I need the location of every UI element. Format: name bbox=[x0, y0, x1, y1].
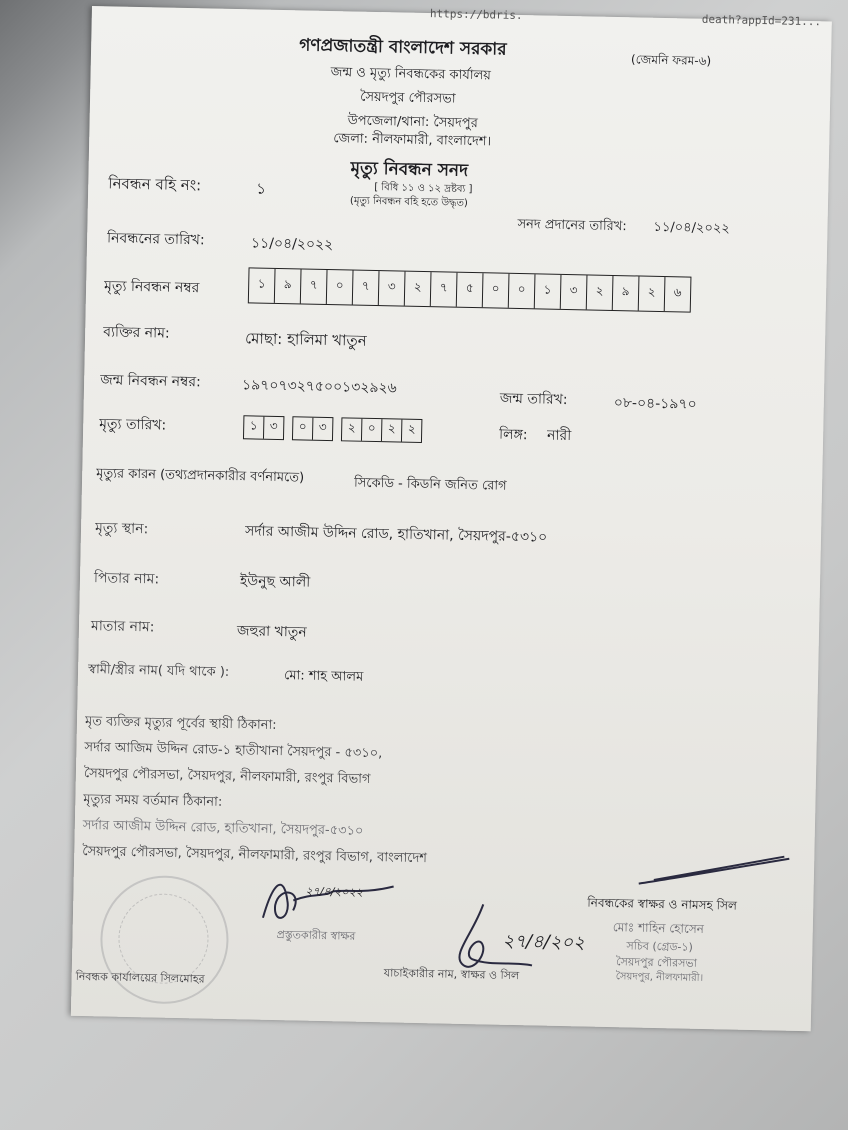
person-name-label: ব্যক্তির নাম: bbox=[103, 324, 170, 342]
registrar-stamp bbox=[572, 896, 784, 985]
death-reg-digit: ৭ bbox=[353, 271, 380, 306]
stamp-line2: সচিব (গ্রেড-১) bbox=[626, 939, 694, 954]
stamp-line1: মোঃ শাহিন হোসেন bbox=[612, 920, 705, 937]
death-date-digit: ০ bbox=[293, 417, 313, 439]
death-reg-digit: ৯ bbox=[613, 276, 640, 311]
death-date-digit: ২ bbox=[382, 419, 402, 441]
certificate-subtitle: (মৃত্যু নিবন্ধন বহি হতে উদ্ধৃত) bbox=[349, 195, 468, 209]
registrar-signature bbox=[634, 850, 795, 893]
cause-label: মৃত্যুর কারন (তথ্যপ্রদানকারীর বর্ণনামতে) bbox=[96, 466, 305, 486]
verifier-date-scrawl: ২৭/৪/২০২ bbox=[502, 930, 586, 954]
current-address-line2: সৈয়দপুর পৌরসভা, সৈয়দপুর, নীলফামারী, রংপুর বিভাগ, বাংলাদেশ bbox=[82, 843, 428, 867]
death-reg-digit: ৭ bbox=[431, 272, 458, 307]
current-address-line1: সর্দার আজীম উদ্দিন রোড, হাতিখানা, সৈয়দপুর-৫৩১০ bbox=[82, 817, 364, 839]
sex-value: নারী bbox=[546, 427, 572, 445]
book-value: ১ bbox=[256, 179, 267, 198]
district: জেলা: নীলফামারী, বাংলাদেশ। bbox=[333, 131, 492, 150]
current-address-label: মৃত্যুর সময় বর্তমান ঠিকানা: bbox=[83, 791, 223, 810]
preparer-sign-label: প্রস্তুতকারীর স্বাক্ষর bbox=[276, 928, 356, 943]
preparer-date-scrawl: ২৭/৪/২০২২ bbox=[305, 884, 364, 899]
registrar-sign-label: নিবন্ধকের স্বাক্ষর ও নামসহ সিল bbox=[587, 895, 738, 913]
certificate-title: মৃত্যু নিবন্ধন সনদ bbox=[350, 158, 469, 181]
cause-value: সিকেডি - কিডনি জনিত রোগ bbox=[353, 475, 507, 494]
death-reg-digit: ০ bbox=[327, 270, 354, 305]
birth-reg-label: জন্ম নিবন্ধন নম্বর: bbox=[99, 372, 201, 391]
reg-date-value: ১১/০৪/২০২২ bbox=[250, 235, 334, 254]
death-reg-number-boxes bbox=[248, 267, 692, 312]
spouse-value: মো: শাহ আলম bbox=[283, 668, 364, 685]
book-label: নিবন্ধন বহি নং: bbox=[108, 174, 202, 195]
rule-ref: [ বিধি ১১ ও ১২ দ্রষ্টব্য ] bbox=[374, 181, 473, 196]
death-date-label: মৃত্যু তারিখ: bbox=[99, 416, 167, 434]
death-date-digit: ৩ bbox=[269, 418, 278, 433]
death-reg-digit: ৩ bbox=[379, 271, 406, 306]
death-reg-digit: ২ bbox=[587, 275, 614, 310]
death-date-digit: ১ bbox=[244, 416, 264, 438]
verifier-sign-label: যাচাইকারীর নাম, স্বাক্ষর ও সিল bbox=[383, 966, 520, 983]
person-name-value: মোছা: হালিমা খাতুন bbox=[244, 329, 367, 350]
death-reg-digit: ০ bbox=[483, 273, 510, 308]
death-date-digit: ৩ bbox=[318, 419, 327, 435]
death-reg-digit: ০ bbox=[509, 274, 536, 309]
browser-url-right: death?appId=231... bbox=[701, 12, 822, 29]
death-reg-digit: ৫ bbox=[457, 273, 484, 308]
death-reg-digit: ৯ bbox=[275, 269, 302, 304]
death-reg-digit: ৩ bbox=[561, 275, 588, 310]
stamp-line3: সৈয়দপুর পৌরসভা bbox=[615, 955, 698, 970]
death-date-digit: ২ bbox=[407, 421, 416, 436]
death-date-digit: ২ bbox=[342, 418, 362, 440]
issue-date-label: সনদ প্রদানের তারিখ: bbox=[517, 216, 627, 235]
permanent-address-line2: সৈয়দপুর পৌরসভা, সৈয়দপুর, নীলফামারী, রংপুর বিভাগ bbox=[83, 766, 371, 788]
death-reg-digit: ১ bbox=[249, 268, 276, 303]
spouse-label: স্বামী/স্ত্রীর নাম( যদি থাকে ): bbox=[87, 662, 230, 681]
issue-date-value: ১১/০৪/২০২২ bbox=[653, 219, 730, 237]
death-reg-digit: ১ bbox=[535, 274, 562, 309]
seal-label: নিবন্ধক কার্যালয়ের সিলমোহর bbox=[75, 969, 205, 986]
death-date-day bbox=[243, 415, 284, 440]
death-date-year bbox=[341, 417, 422, 443]
office-name: জন্ম ও মৃত্যু নিবন্ধকের কার্যালয় bbox=[330, 65, 492, 84]
permanent-address-line1: সর্দার আজিম উদ্দিন রোড-১ হাতীখানা সৈয়দপুর - ৫৩১০, bbox=[84, 740, 383, 762]
stamp-line4: সৈয়দপুর, নীলফামারী। bbox=[615, 971, 704, 985]
death-reg-label: মৃত্যু নিবন্ধন নম্বর bbox=[103, 278, 200, 297]
death-reg-digit: ৬ bbox=[673, 285, 682, 300]
death-date-month bbox=[292, 416, 333, 441]
father-label: পিতার নাম: bbox=[93, 570, 160, 588]
government-title: গণপ্রজাতন্ত্রী বাংলাদেশ সরকার bbox=[299, 35, 507, 60]
reg-date-label: নিবন্ধনের তারিখ: bbox=[106, 230, 205, 249]
birth-date-value: ০৮-০৪-১৯৭০ bbox=[613, 395, 697, 413]
upazila: উপজেলা/থানা: সৈয়দপুর bbox=[347, 113, 478, 132]
birth-date-label: জন্ম তারিখ: bbox=[499, 390, 568, 409]
certificate-sheet bbox=[71, 6, 832, 1031]
death-reg-digit: ২ bbox=[405, 272, 432, 307]
death-date-boxes bbox=[243, 415, 422, 443]
death-reg-digit: ২ bbox=[639, 277, 666, 312]
sex-label: লিঙ্গ: bbox=[498, 426, 528, 444]
municipality: সৈয়দপুর পৌরসভা bbox=[359, 89, 456, 107]
permanent-address-label: মৃত ব্যক্তির মৃত্যুর পূর্বের স্থায়ী ঠিকানা: bbox=[84, 714, 277, 734]
birth-reg-value: ১৯৭০৭৩২৭৫০০১৩২৯২৬ bbox=[241, 377, 397, 397]
death-place-value: সর্দার আজীম উদ্দিন রোড, হাতিখানা, সৈয়দপুর-৫৩১০ bbox=[244, 523, 548, 546]
father-value: ইউনুছ আলী bbox=[239, 573, 311, 591]
death-reg-digit: ৭ bbox=[301, 269, 328, 304]
mother-value: জহুরা খাতুন bbox=[236, 623, 307, 641]
form-number: (জেমনি ফরম-৬) bbox=[630, 52, 712, 68]
browser-url-left: https://bdris. bbox=[429, 7, 523, 23]
mother-label: মাতার নাম: bbox=[90, 618, 155, 636]
death-date-digit: ০ bbox=[362, 419, 382, 441]
death-place-label: মৃত্যু স্থান: bbox=[94, 520, 149, 538]
